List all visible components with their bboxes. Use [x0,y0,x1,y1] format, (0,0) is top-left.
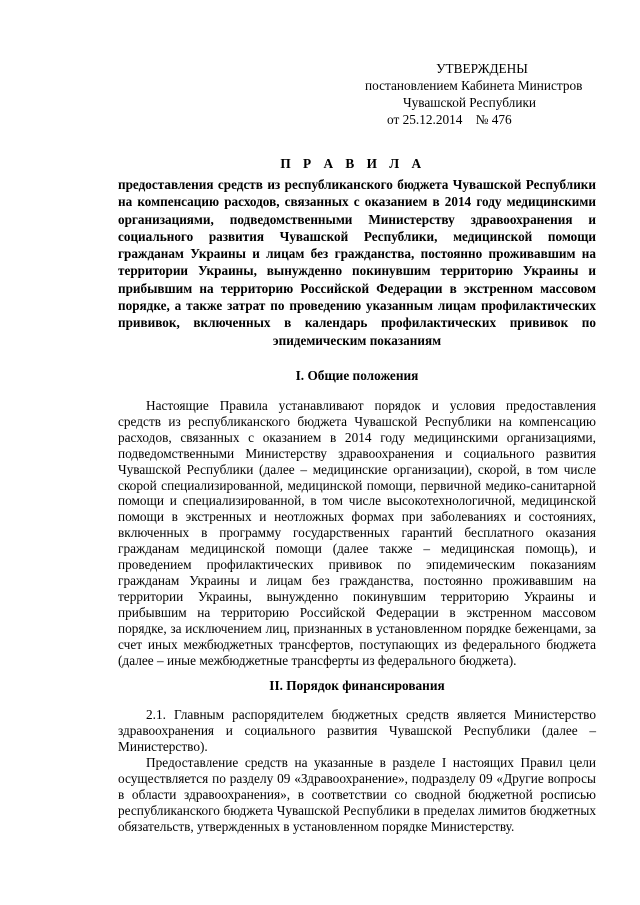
approval-line-2: Чувашской Республики [403,95,537,110]
document-subtitle: предоставления средств из республиканского бюджета Чувашской Республики на компенсацию расходов, связанных с оказанием в 2014 году медицинскими организациями, подведомственными Министерству здравоохранения и социального развития Чувашской Республики, медицинской помощи гражданам Украины и лицам без гражданства, постоянно проживавшим на территории Украины, вынужденно покинувшим территорию Украины и прибывшим на территорию Российской Федерации в экстренном массовом порядке, а также затрат по проведению указанным лицам профилактических прививок, включенных в календарь профилактических прививок по эпидемическим показаниям [118,177,596,348]
section-heading-financing: II. Порядок финансирования [269,678,445,693]
approval-block [365,60,625,128]
section-heading-general: I. Общие положения [295,368,419,383]
section-2-paragraph-1: 2.1. Главным распорядителем бюджетных средств является Министерство здравоохранения и социального развития Чувашской Республики (далее – Министерство). [118,707,596,754]
section-1-paragraph-1: Настоящие Правила устанавливают порядок и условия предоставления средств из республиканского бюджета Чувашской Республики на компенсацию расходов, связанных с оказанием в 2014 году медицинскими организациями, подведомственными Министерству здравоохранения и социального развития Чувашской Республики (далее – медицинские организации), скорой, в том числе скорой специализированной, медицинской помощи, первичной медико-санитарной помощи и специализированной, в том числе высокотехнологичной, медицинской помощи в экстренных и неотложных формах при заболеваниях и состояниях, включенных в программу государственных гарантий бесплатного оказания гражданам медицинской помощи (далее также – медицинская помощь), и проведением профилактических прививок по эпидемическим показаниям гражданам Украины и лицам без гражданства, постоянно проживавшим на территории Украины, вынужденно покинувшим территорию Украины и прибывшим на территорию Российской Федерации в экстренном массовом порядке, за исключением лиц, признанных в установленном порядке беженцами, за счет иных межбюджетных трансфертов, поступающих из федерального бюджета (далее – иные межбюджетные трансферты из федерального бюджета). [118,398,596,668]
approval-line-1: постановлением Кабинета Министров [365,78,583,93]
section-2-paragraph-2: Предоставление средств на указанные в разделе I настоящих Правил цели осуществляется по разделу 09 «Здравоохранение», подразделу 09 «Другие вопросы в области здравоохранения», в соответствии со сводной бюджетной росписью республиканского бюджета Чувашской Республики в пределах лимитов бюджетных обязательств, утвержденных в установленном порядке Министерству. [118,755,596,834]
document-title: П Р А В И Л А [280,156,426,171]
approval-line-3: от 25.12.2014 № 476 [387,112,512,127]
approval-title: УТВЕРЖДЕНЫ [436,61,528,76]
